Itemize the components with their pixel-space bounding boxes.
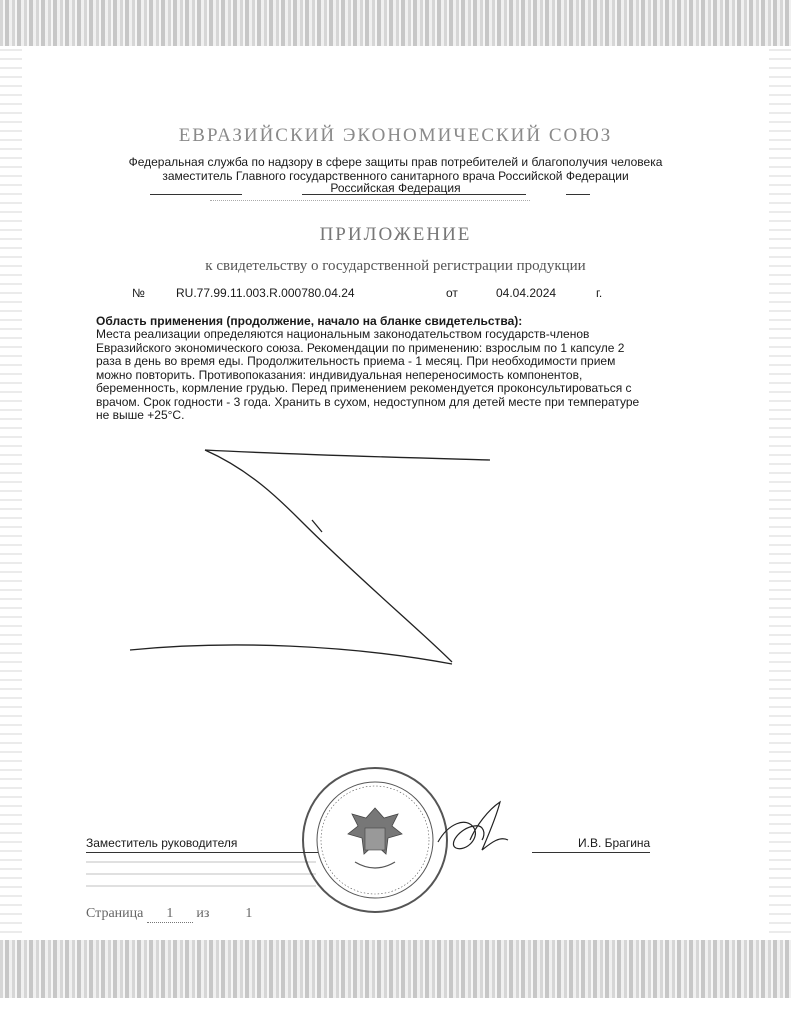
page-total: 1 — [245, 906, 253, 921]
signatory-name: И.В. Брагина — [578, 836, 651, 850]
scope-line: беременность, кормление грудью. Перед применением рекомендуется проконсультироваться с — [96, 381, 632, 395]
handwritten-signature — [438, 802, 508, 850]
signatory-position: Заместитель руководителя — [86, 836, 238, 850]
page-of-label: из — [196, 906, 210, 921]
registration-date: 04.04.2024 — [496, 286, 557, 300]
scope-line: Евразийского экономического союза. Рекомендации по применению: взрослым по 1 капсуле 2 — [96, 340, 625, 355]
year-suffix: г. — [596, 286, 603, 300]
union-heading: ЕВРАЗИЙСКИЙ ЭКОНОМИЧЕСКИЙ СОЮЗ — [178, 125, 613, 146]
agency-line-1: Федеральная служба по надзору в сфере защиты прав потребителей и благополучия человека — [128, 155, 663, 169]
scope-line: Места реализации определяются национальным законодательством государств-членов — [96, 327, 590, 341]
official-seal — [303, 768, 447, 912]
page-current: 1 — [147, 906, 193, 923]
number-label: № — [132, 286, 145, 300]
document-title: ПРИЛОЖЕНИЕ — [319, 224, 472, 245]
page-label: Страница — [86, 906, 144, 921]
scope-line: не выше +25°С. — [96, 408, 185, 422]
document-subtitle: к свидетельству о государственной регистрации продукции — [205, 258, 586, 274]
date-label: от — [446, 286, 458, 300]
scope-line: врачом. Срок годности - 3 года. Хранить в сухом, недоступном для детей месте при температуре — [96, 394, 640, 409]
position-underline — [86, 852, 318, 853]
agency-line-2: заместитель Главного государственного санитарного врача Российской Федерации — [162, 169, 629, 183]
scope-heading: Область применения (продолжение, начало на бланке свидетельства): — [96, 314, 523, 328]
country-line: Российская Федерация — [330, 181, 461, 195]
page-counter — [86, 906, 285, 923]
faint-caption-texture — [86, 858, 316, 894]
z-strikethrough — [130, 450, 490, 664]
registration-number: RU.77.99.11.003.R.000780.04.24 — [176, 286, 355, 300]
scope-line: можно повторить. Противопоказания: индивидуальная непереносимость компонентов, — [96, 367, 583, 382]
scope-line: раза в день во время еды. Продолжительность приема - 1 месяц. При необходимости прием — [96, 354, 616, 368]
name-underline — [532, 852, 650, 853]
